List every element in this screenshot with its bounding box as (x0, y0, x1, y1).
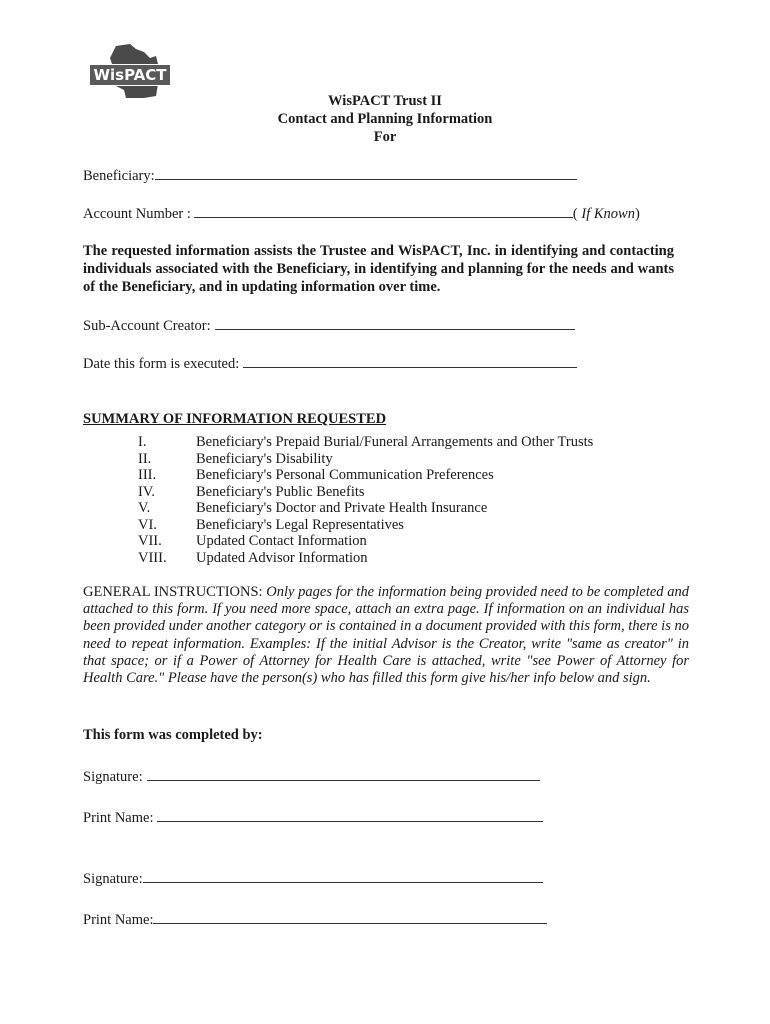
date-label: Date this form is executed: (83, 356, 240, 372)
list-item-label: Beneficiary's Prepaid Burial/Funeral Arrangements and Other Trusts (196, 434, 594, 450)
print-name-label-1: Print Name: (83, 810, 154, 826)
print-name-row-1 (83, 808, 543, 827)
form-title: WisPACT Trust II (328, 93, 442, 109)
date-row (83, 354, 577, 373)
list-item (138, 500, 593, 517)
print-name-label-2: Print Name: (83, 912, 154, 928)
account-number-label: Account Number : (83, 206, 191, 222)
list-item-number: II. (138, 450, 152, 467)
list-item (138, 550, 593, 567)
list-item-label: Updated Advisor Information (196, 549, 368, 566)
beneficiary-field[interactable] (155, 166, 577, 180)
instructions-text: Only pages for the information being provided need to be completed and attached to this form. If you need more space, attach an extra page. If information on an individual has been provided under another category or is contained in a document provided with this form, there is no need to repeat information. Examples: If the initial Advisor is the Creator, write "same as creator" in that space; or if a Power of Attorney for Health Care is attached, write "see Power of Attorney for Health Care." Please have the person(s) who has filled this form give his/her info below and sign. (83, 584, 689, 687)
list-item-number: VI. (138, 516, 157, 533)
subaccount-row (83, 316, 575, 335)
beneficiary-label: Beneficiary: (83, 168, 155, 184)
list-item (138, 484, 593, 501)
list-item (138, 451, 593, 468)
if-known-open: ( (572, 206, 582, 222)
list-item-label: Beneficiary's Public Benefits (196, 483, 365, 500)
list-item-label: Beneficiary's Personal Communication Preferences (196, 467, 494, 483)
signature-row-1 (83, 767, 540, 786)
print-name-row-2 (83, 910, 547, 929)
signature-field-1[interactable] (147, 767, 540, 781)
signature-label-1: Signature: (83, 769, 143, 785)
account-number-row (83, 204, 640, 223)
list-item-number: VII. (138, 533, 162, 549)
list-item-label: Beneficiary's Disability (196, 450, 333, 467)
instructions-label: GENERAL INSTRUCTIONS: (83, 584, 263, 600)
subaccount-field[interactable] (215, 316, 575, 330)
list-item (138, 517, 593, 534)
list-item-number: III. (138, 467, 157, 483)
signature-field-2[interactable] (143, 869, 543, 883)
if-known-note: If Known (581, 206, 635, 222)
list-item (138, 434, 593, 451)
list-item (138, 533, 593, 550)
intro-paragraph: The requested information assists the Trustee and WisPACT, Inc. in identifying and contacting individuals associated with the Beneficiary, in identifying and planning for the needs and wants of the Beneficiary, and in updating information over time. (83, 243, 674, 295)
summary-heading: SUMMARY OF INFORMATION REQUESTED (83, 411, 387, 427)
subaccount-label: Sub-Account Creator: (83, 318, 211, 334)
date-field[interactable] (243, 354, 577, 368)
form-subtitle-for: For (373, 129, 397, 145)
list-item-number: I. (138, 434, 147, 450)
print-name-field-1[interactable] (157, 808, 543, 822)
list-item-label: Beneficiary's Legal Representatives (196, 516, 404, 533)
summary-list (138, 434, 593, 566)
if-known-close: ) (634, 206, 640, 222)
list-item (138, 467, 593, 484)
list-item-number: IV. (138, 483, 156, 500)
signature-label-2: Signature: (83, 871, 143, 887)
print-name-field-2[interactable] (153, 910, 547, 924)
list-item-number: VIII. (138, 549, 167, 566)
list-item-label: Updated Contact Information (196, 533, 367, 549)
general-instructions (83, 584, 689, 687)
logo-text: WisPACT (89, 64, 171, 86)
account-number-field[interactable] (194, 204, 573, 218)
list-item-number: V. (138, 500, 151, 516)
signature-row-2 (83, 869, 543, 888)
beneficiary-row (83, 166, 577, 185)
form-subtitle: Contact and Planning Information (277, 111, 493, 127)
list-item-label: Beneficiary's Doctor and Private Health Insurance (196, 500, 488, 516)
completed-by-heading: This form was completed by: (83, 727, 263, 743)
